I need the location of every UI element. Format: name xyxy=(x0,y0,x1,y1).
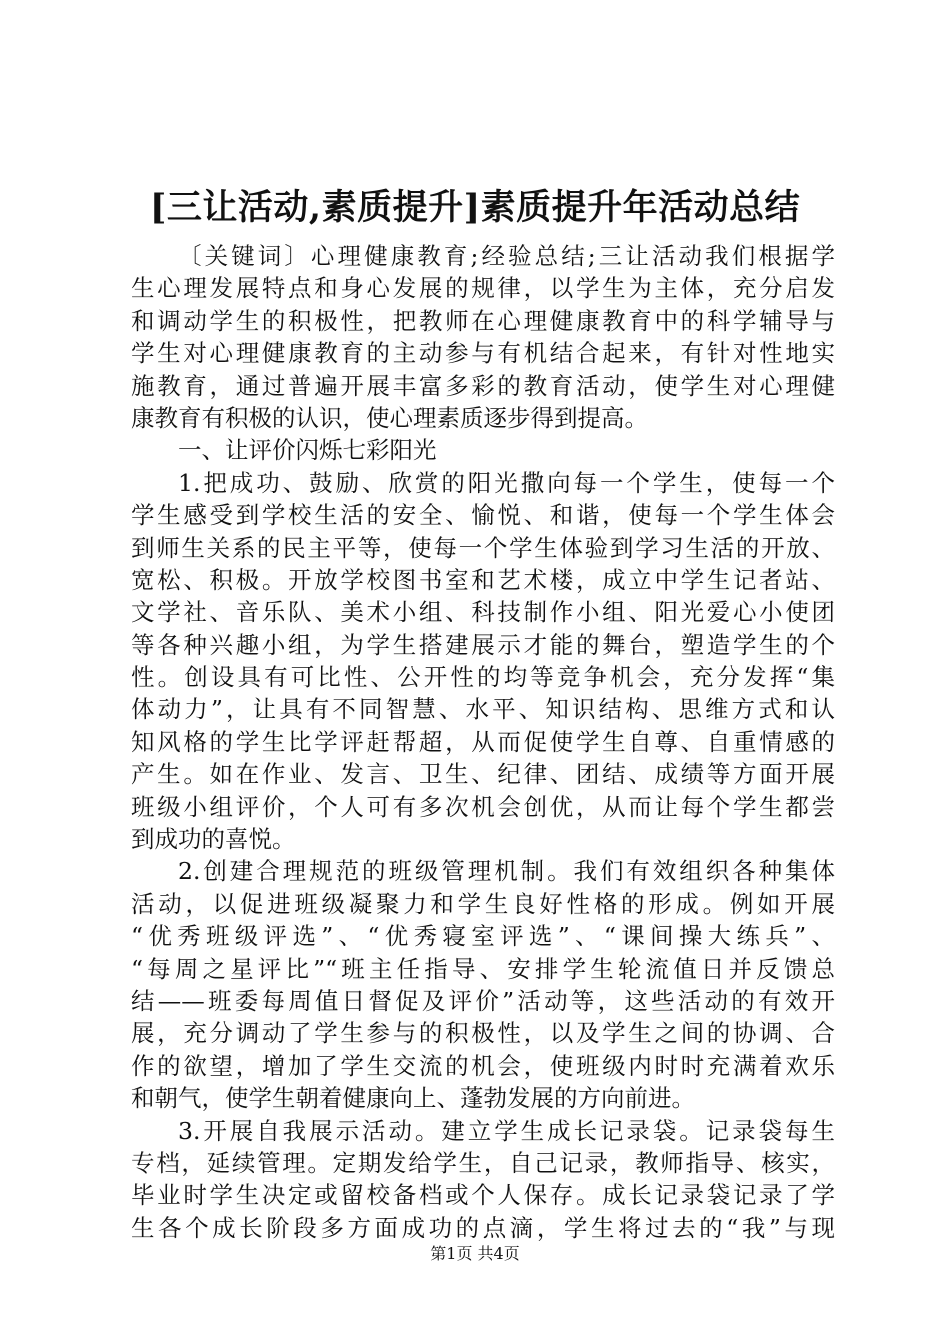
document-body xyxy=(131,240,835,1244)
body-text-line: 和调动学生的积极性，把教师在心理健康教育中的科学辅导与 xyxy=(131,306,835,335)
body-text-line: 3.开展自我展示活动。建立学生成长记录袋。记录袋每生 xyxy=(178,1116,835,1145)
body-text-line: 和朝气，使学生朝着健康向上、蓬勃发展的方向前进。 xyxy=(131,1084,695,1113)
body-text-line: 学生对心理健康教育的主动参与有机结合起来，有针对性地实 xyxy=(131,339,835,368)
body-text-line: 作的欲望，增加了学生交流的机会，使班级内时时充满着欢乐 xyxy=(131,1051,835,1080)
document-title: [三让活动,素质提升]素质提升年活动总结 xyxy=(149,187,801,228)
body-text-line: 生心理发展特点和身心发展的规律，以学生为主体，充分启发 xyxy=(131,274,835,303)
body-text-line: 到师生关系的民主平等，使每一个学生体验到学习生活的开放、 xyxy=(131,533,835,562)
body-text-line: 康教育有积极的认识，使心理素质逐步得到提高。 xyxy=(131,403,648,432)
body-text-line: 〔关键词〕心理健康教育;经验总结;三让活动我们根据学 xyxy=(178,242,835,270)
body-text-line: 知风格的学生比学评赶帮超，从而促使学生自尊、自重情感的 xyxy=(131,727,835,756)
body-text-line: “优秀班级评选”、“优秀寝室评选”、“课间操大练兵”、 xyxy=(131,922,835,951)
body-text-line: 学生感受到学校生活的安全、愉悦、和谐，使每一个学生体会 xyxy=(131,501,835,530)
body-text-line: 展，充分调动了学生参与的积极性，以及学生之间的协调、合 xyxy=(131,1019,835,1048)
body-text-line: 结——班委每周值日督促及评价”活动等，这些活动的有效开 xyxy=(131,986,835,1015)
body-text-line: 班级小组评价，个人可有多次机会创优，从而让每个学生都尝 xyxy=(131,792,835,821)
body-text-line: “每周之星评比”“班主任指导、安排学生轮流值日并反馈总 xyxy=(131,954,835,983)
body-text-line: 1.把成功、鼓励、欣赏的阳光撒向每一个学生，使每一个 xyxy=(178,468,835,497)
body-text-line: 宽松、积极。开放学校图书室和艺术楼，成立中学生记者站、 xyxy=(131,565,835,594)
body-text-line: 到成功的喜悦。 xyxy=(131,825,296,854)
body-text-line: 等各种兴趣小组，为学生搭建展示才能的舞台，塑造学生的个 xyxy=(131,630,835,659)
body-text-line: 2.创建合理规范的班级管理机制。我们有效组织各种集体 xyxy=(178,857,835,886)
page-footer: 第1页 共4页 xyxy=(430,1244,520,1263)
body-text-line: 生各个成长阶段多方面成功的点滴，学生将过去的“我”与现 xyxy=(131,1213,835,1242)
body-text-line: 产生。如在作业、发言、卫生、纪律、团结、成绩等方面开展 xyxy=(131,760,835,789)
body-text-line: 文学社、音乐队、美术小组、科技制作小组、阳光爱心小使团 xyxy=(131,598,835,627)
body-text-line: 性。创设具有可比性、公开性的均等竞争机会，充分发挥“集 xyxy=(131,663,835,692)
body-text-line: 毕业时学生决定或留校备档或个人保存。成长记录袋记录了学 xyxy=(131,1181,835,1210)
body-text-line: 专档，延续管理。定期发给学生，自己记录，教师指导、核实， xyxy=(131,1148,835,1177)
body-text-line: 一、让评价闪烁七彩阳光 xyxy=(178,436,437,465)
body-text-line: 体动力”，让具有不同智慧、水平、知识结构、思维方式和认 xyxy=(131,695,835,724)
body-text-line: 活动，以促进班级凝聚力和学生良好性格的形成。例如开展 xyxy=(131,889,835,918)
body-text-line: 施教育，通过普遍开展丰富多彩的教育活动，使学生对心理健 xyxy=(131,371,835,400)
